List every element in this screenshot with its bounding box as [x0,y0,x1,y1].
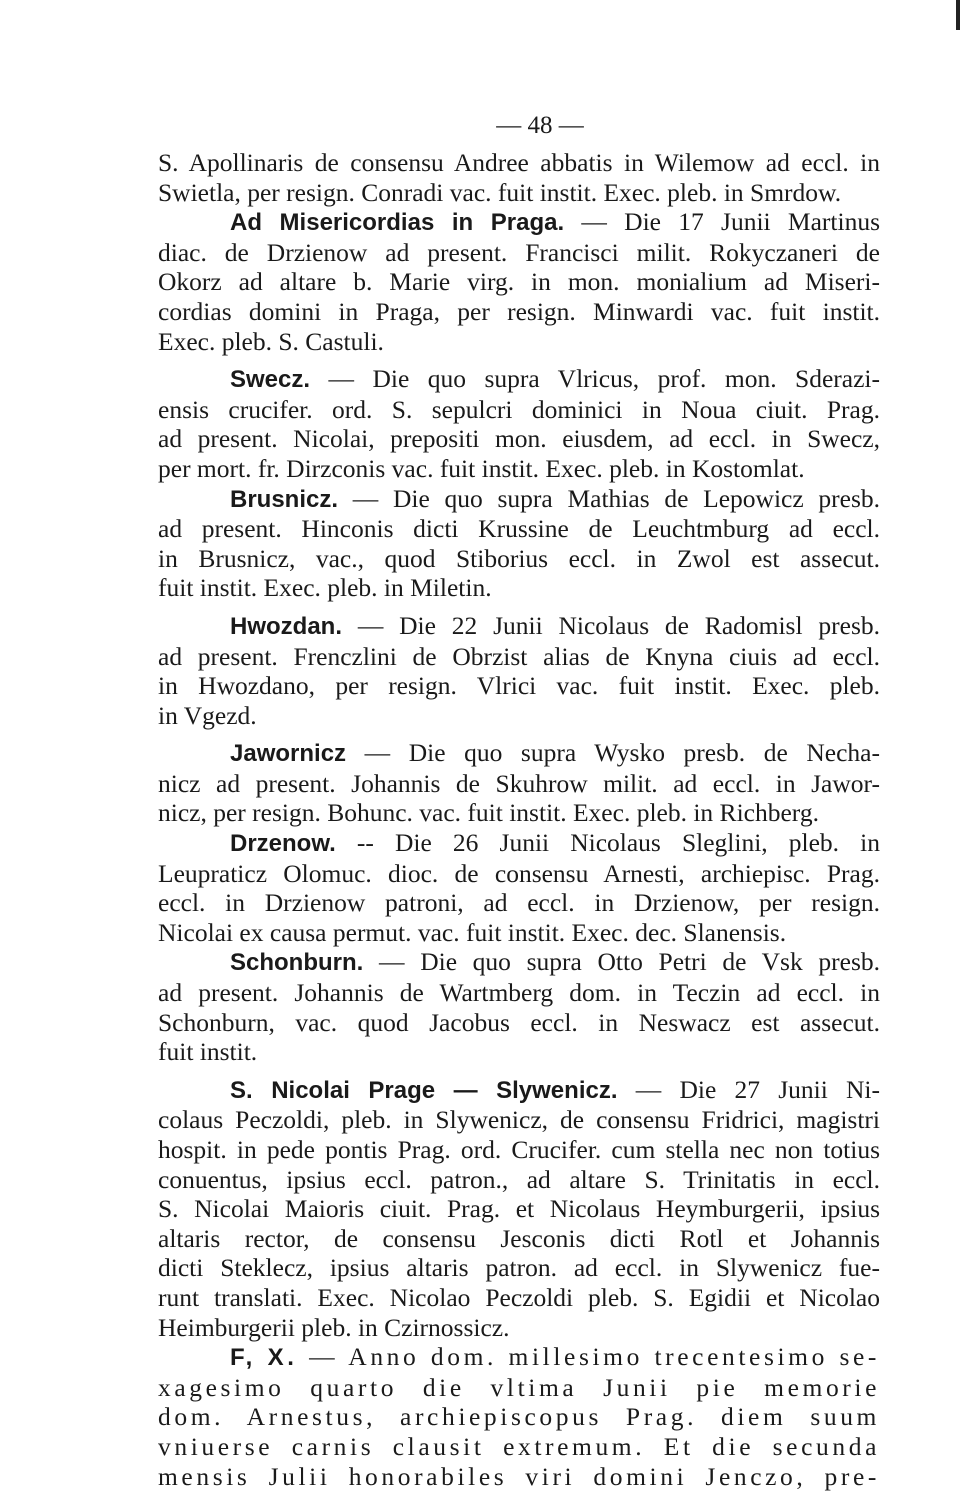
text-line: fuit instit. [158,1037,258,1067]
body-text [158,148,880,1491]
entry-brusnicz [158,484,880,603]
text-line: ad present. Frenczlini de Obrzist alias de Knyna ciuis ad eccl. [158,641,880,671]
entry-first-line [158,828,880,859]
text-line: runt translati. Exec. Nicolao Peczoldi pleb. S. Egidii et Nicolao [158,1282,880,1312]
entry-heading: Brusnicz. [230,485,339,513]
text-line: — Die 22 Junii Nicolaus de Radomisl presb. [357,610,880,640]
text-line: ensis crucifer. ord. S. sepulcri dominici in Noua ciuit. Prag. [158,394,880,424]
entry-s-nicolai-prage [158,1075,880,1342]
text-line: altaris rector, de consensu Jesconis dicti Rotl et Johannis [158,1223,880,1253]
entry-heading: Hwozdan. [230,612,342,640]
entry-swecz [158,364,880,483]
entry-drzenow [158,828,880,947]
entry-heading: Jawornicz [230,740,347,768]
text-line: diac. de Drzienow ad present. Francisci milit. Rokyczaneri de [158,237,880,267]
text-line: eccl. in Drzienow patroni, ad eccl. in Drzienow, per resign. [158,888,880,918]
text-line: — Die quo supra Vlricus, prof. mon. Sderazi- [328,364,881,394]
text-line: -- Die 26 Junii Nicolaus Sleglini, pleb. in [356,828,880,858]
text-line: Exec. pleb. S. Castuli. [158,326,384,356]
entry-heading: Drzenow. [230,830,336,858]
entry-first-line [158,484,880,515]
entry-first-line [158,611,880,642]
text-line: Okorz ad altare b. Marie virg. in mon. monialium ad Miseri- [158,267,880,297]
text-line: hospit. in pede pontis Prag. ord. Crucifer. cum stella nec non totius [158,1135,880,1164]
text-line: — Die quo supra Otto Petri de Vsk presb. [379,947,881,977]
entry-first-line [158,1075,880,1106]
text-line: — Die quo supra Wysko presb. de Necha- [364,738,880,768]
text-line: Nicolai ex causa permut. vac. fuit instit. Exec. dec. Slanensis. [158,917,787,947]
entry-fx [158,1342,880,1491]
text-line: S. Nicolai Maioris ciuit. Prag. et Nicolaus Heymburgerii, ipsius [158,1194,880,1224]
entry-hwozdan [158,611,880,730]
text-line: Leupraticz Olomuc. dioc. de consensu Arnesti, archiepisc. Prag. [158,858,880,888]
entry-heading: F, X. [230,1344,298,1372]
text-line: per mort. fr. Dirzconis vac. fuit instit. Exec. pleb. in Kostomlat. [158,453,805,483]
scan-edge-mark [956,0,960,30]
text-line: conuentus, ipsius eccl. patron., ad altare S. Trinitatis in eccl. [158,1164,880,1194]
entry-first-line [158,738,880,769]
entry-first-line [158,947,880,978]
page-number: — 48 — [496,112,584,139]
text-line: dom. Arnestus, archiepiscopus Prag. diem suum [158,1402,880,1432]
text-line: colaus Peczoldi, pleb. in Slywenicz, de consensu Fridrici, magistri [158,1105,880,1135]
text-line: cordias domini in Praga, per resign. Minwardi vac. fuit instit. [158,296,880,326]
entry-first-line [158,207,880,238]
text-line: Heimburgerii pleb. in Czirnossicz. [158,1312,510,1342]
text-line: fuit instit. Exec. pleb. in Miletin. [158,573,492,603]
text-line: — Die 17 Junii Martinus [581,207,880,237]
entry-misericordias [158,207,880,356]
paragraph-apollinaris [158,148,880,207]
text-line: — Die 27 Junii Ni- [635,1074,880,1104]
entry-heading: Swecz. [230,366,311,394]
text-line: in Brusnicz, vac., quod Stiborius eccl. in Zwol est assecut. [158,543,880,573]
entry-heading: Ad Misericordias in Praga. [230,209,565,237]
entry-heading: S. Nicolai Prage — Slywenicz. [230,1076,618,1104]
text-line: ad present. Nicolai, prepositi mon. eiusdem, ad eccl. in Swecz, [158,424,880,454]
text-line: nicz, per resign. Bohunc. vac. fuit instit. Exec. pleb. in Richberg. [158,798,819,828]
entry-jawornicz [158,738,880,828]
entry-schonburn [158,947,880,1066]
text-line: in Vgezd. [158,700,257,730]
text-line: nicz ad present. Johannis de Skuhrow milit. ad eccl. in Jawor- [158,768,880,798]
text-line: mensis Julii honorabiles viri domini Jenczo, pre- [158,1461,880,1491]
text-line: — Anno dom. millesimo trecentesimo se- [309,1342,880,1372]
text-line: — Die quo supra Mathias de Lepowicz presb. [352,483,880,513]
text-line: ad present. Hinconis dicti Krussine de Leuchtmburg ad eccl. [158,514,880,544]
entry-first-line [158,1342,880,1373]
text-line: xagesimo quarto die vltima Junii pie memorie [158,1372,880,1402]
text-line: dicti Steklecz, ipsius altaris patron. ad eccl. in Slywenicz fue- [158,1253,880,1283]
text-line: vniuerse carnis clausit extremum. Et die secunda [158,1431,880,1461]
text-line: Swietla, per resign. Conradi vac. fuit instit. Exec. pleb. in Smrdow. [158,177,842,207]
text-line: in Hwozdano, per resign. Vlrici vac. fuit instit. Exec. pleb. [158,671,880,701]
text-line: ad present. Johannis de Wartmberg dom. in Teczin ad eccl. in [158,978,880,1008]
text-line: Schonburn, vac. quod Jacobus eccl. in Neswacz est assecut. [158,1007,880,1037]
text-line: S. Apollinaris de consensu Andree abbatis in Wilemow ad eccl. in [158,148,880,177]
entry-heading: Schonburn. [230,949,364,977]
entry-first-line [158,364,880,395]
